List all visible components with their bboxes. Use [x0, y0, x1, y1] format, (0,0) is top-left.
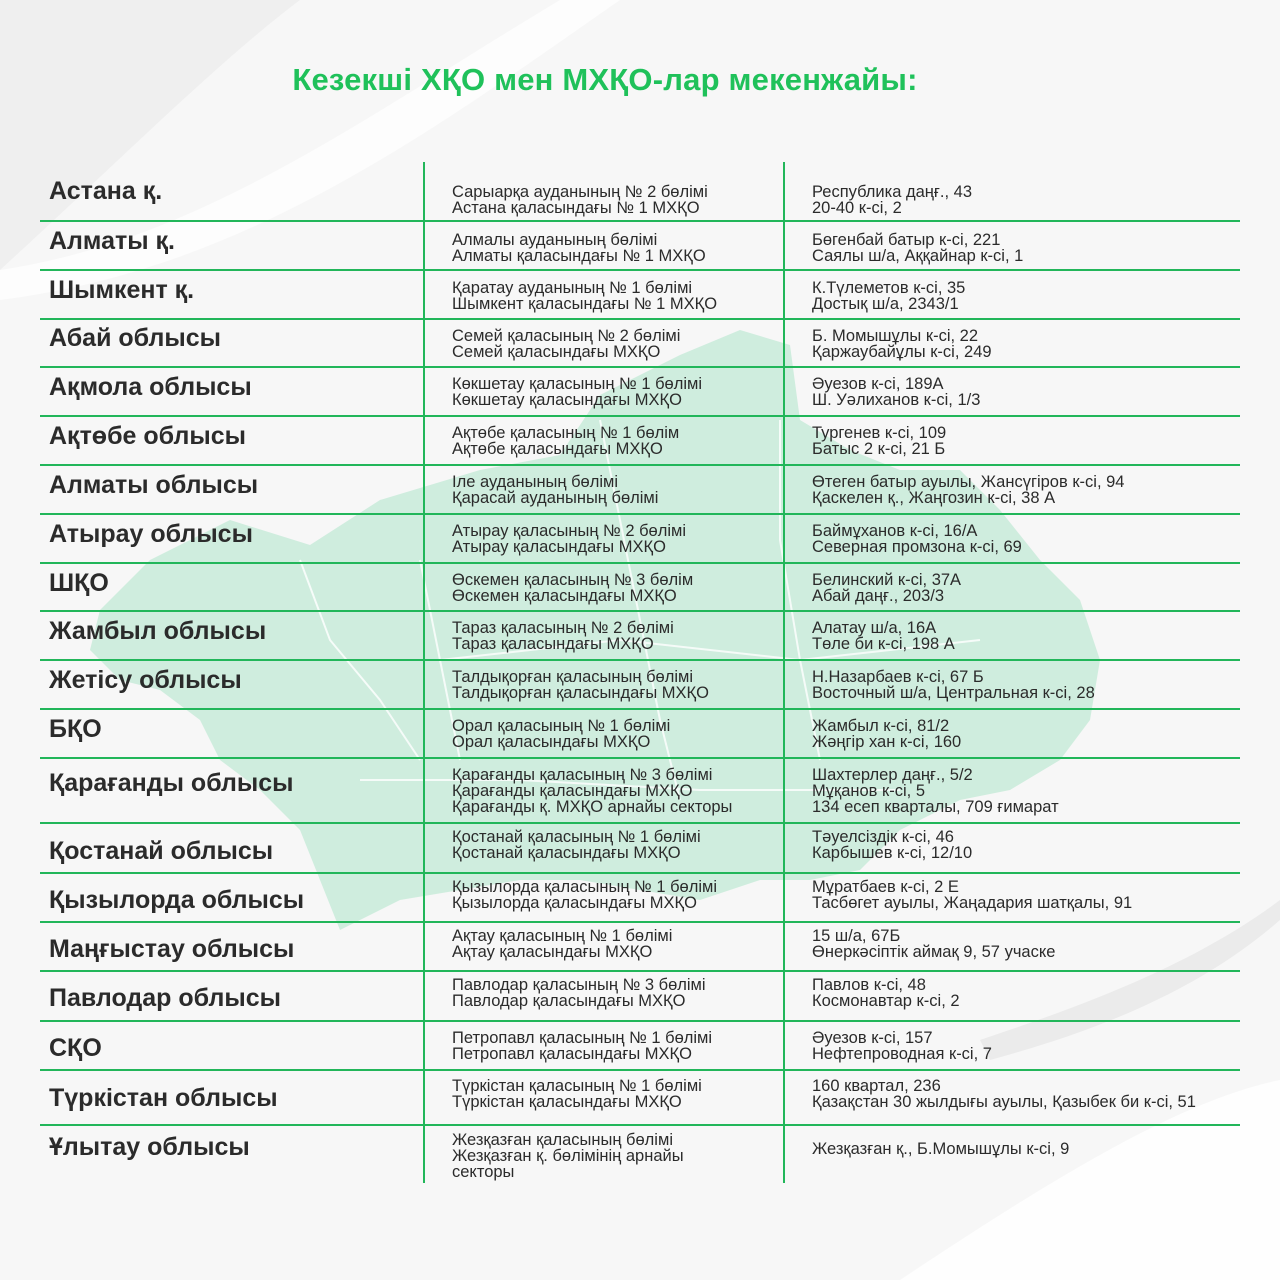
address-cell [812, 1030, 992, 1062]
column-divider-2 [783, 162, 785, 1183]
address-line: Тасбөгет ауылы, Жаңадария шатқалы, 91 [812, 894, 1133, 912]
office-line: Семей қаласының № 2 бөлімі [452, 327, 681, 345]
address-line: Қазақстан 30 жылдығы ауылы, Қазыбек би к-сі, 51 [812, 1093, 1196, 1111]
office-line: Ақтау қаласының № 1 бөлімі [452, 927, 673, 945]
region-name: Қостанай облысы [49, 837, 274, 865]
address-line: Космонавтар к-сі, 2 [812, 992, 960, 1010]
address-cell [812, 572, 961, 604]
column-divider-1 [423, 162, 425, 1183]
region-name: Абай облысы [49, 324, 221, 352]
region-name: Алматы қ. [49, 227, 176, 255]
address-line: Қаскелен қ., Жаңгозин к-сі, 38 А [812, 489, 1056, 507]
address-line: Б. Момышұлы к-сі, 22 [812, 327, 979, 345]
address-line: 20-40 к-сі, 2 [812, 199, 902, 217]
address-line: 160 квартал, 236 [812, 1077, 941, 1095]
office-line: Талдықорған қаласындағы МХҚО [452, 684, 709, 702]
office-line: Ақтау қаласындағы МХҚО [452, 943, 653, 961]
office-cell [452, 977, 706, 1009]
office-cell [452, 328, 680, 360]
table-row [40, 222, 1240, 271]
table-row [40, 661, 1240, 710]
address-line: Н.Назарбаев к-сі, 67 Б [812, 668, 984, 686]
table-row [40, 759, 1240, 824]
office-line: Жезқазған қаласының бөлімі [452, 1131, 673, 1149]
office-line: Астана қаласындағы № 1 МХҚО [452, 199, 700, 217]
table-row [40, 162, 1240, 222]
office-line: Түркістан қаласының № 1 бөлімі [452, 1077, 702, 1095]
office-line: Атырау қаласының № 2 бөлімі [452, 522, 687, 540]
office-line: Өскемен қаласындағы МХҚО [452, 587, 677, 605]
address-cell [812, 977, 960, 1009]
office-line: Өскемен қаласының № 3 бөлім [452, 571, 694, 589]
table-row [40, 972, 1240, 1022]
office-line: Түркістан қаласындағы МХҚО [452, 1093, 682, 1111]
address-line: Восточный ш/а, Центральная к-сі, 28 [812, 684, 1095, 702]
office-cell [452, 767, 732, 815]
region-name: БҚО [49, 715, 102, 743]
office-line: Алматы қаласындағы № 1 МХҚО [452, 247, 706, 265]
region-name: Жамбыл облысы [49, 617, 267, 645]
region-name: Қызылорда облысы [49, 886, 305, 914]
office-line: Қарағанды қаласының № 3 бөлімі [452, 766, 713, 784]
office-line: Алмалы ауданының бөлімі [452, 231, 658, 249]
address-cell [812, 669, 1095, 701]
office-cell [452, 232, 706, 264]
region-name: ШҚО [49, 569, 109, 597]
office-line: секторы [452, 1163, 515, 1181]
address-line: Тәуелсіздік к-сі, 46 [812, 828, 954, 846]
address-line: Республика даңғ., 43 [812, 183, 973, 201]
office-cell [452, 718, 670, 750]
address-cell [812, 280, 965, 312]
office-cell [452, 928, 672, 960]
office-cell [452, 1030, 712, 1062]
table-row [40, 1126, 1240, 1193]
office-cell [452, 474, 658, 506]
office-line: Талдықорған қаласының бөлімі [452, 668, 693, 686]
address-line: Батыс 2 к-сі, 21 Б [812, 440, 946, 458]
office-cell [452, 572, 693, 604]
office-line: Атырау қаласындағы МХҚО [452, 538, 666, 556]
office-line: Жезқазған қ. бөлімінің арнайы [452, 1147, 684, 1165]
address-cell [812, 718, 961, 750]
address-cell [812, 879, 1132, 911]
table-row [40, 271, 1240, 320]
address-cell [812, 376, 980, 408]
address-cell [812, 829, 972, 861]
office-cell [452, 879, 717, 911]
region-name: Астана қ. [49, 177, 163, 205]
office-line: Қызылорда қаласындағы МХҚО [452, 894, 697, 912]
address-line: Жәңгір хан к-сі, 160 [812, 733, 962, 751]
page-title: Кезекші ХҚО мен МХҚО-лар мекенжайы: [292, 62, 918, 97]
office-line: Тараз қаласындағы МХҚО [452, 635, 654, 653]
office-cell [452, 280, 717, 312]
office-cell [452, 523, 686, 555]
office-line: Семей қаласындағы МХҚО [452, 343, 661, 361]
office-cell [452, 425, 679, 457]
address-cell [812, 620, 955, 652]
office-line: Қарағанды қаласындағы МХҚО [452, 782, 693, 800]
table-row [40, 417, 1240, 466]
region-name: Маңғыстау облысы [49, 935, 295, 963]
table-row [40, 710, 1240, 759]
table-row [40, 612, 1240, 661]
address-cell [812, 523, 1022, 555]
office-line: Қостанай қаласының № 1 бөлімі [452, 828, 701, 846]
table-row [40, 515, 1240, 564]
address-line: Саялы ш/а, Аққайнар к-сі, 1 [812, 247, 1024, 265]
office-line: Орал қаласының № 1 бөлімі [452, 717, 671, 735]
table-row [40, 368, 1240, 417]
table-row [40, 564, 1240, 612]
address-line: Өнеркәсіптік аймақ 9, 57 учаске [812, 943, 1056, 961]
region-name: СҚО [49, 1034, 102, 1062]
office-cell [452, 1078, 702, 1110]
address-line: Алатау ш/а, 16А [812, 619, 937, 637]
region-name: Ақмола облысы [49, 373, 252, 401]
office-line: Павлодар қаласындағы МХҚО [452, 992, 686, 1010]
office-line: Көкшетау қаласының № 1 бөлімі [452, 375, 703, 393]
address-line: Мұқанов к-сі, 5 [812, 782, 926, 800]
address-table [40, 162, 1240, 1193]
address-line: Әуезов к-сі, 157 [812, 1029, 933, 1047]
office-line: Петропавл қаласының № 1 бөлімі [452, 1029, 713, 1047]
address-line: Баймұханов к-сі, 16/А [812, 522, 978, 540]
address-cell [812, 474, 1124, 506]
address-line: Өтеген батыр ауылы, Жансүгіров к-сі, 94 [812, 473, 1125, 491]
office-line: Ақтөбе қаласының № 1 бөлім [452, 424, 680, 442]
address-line: Қаржаубайұлы к-сі, 249 [812, 343, 992, 361]
address-line: Белинский к-сі, 37А [812, 571, 962, 589]
office-line: Қарасай ауданының бөлімі [452, 489, 659, 507]
address-line: Әуезов к-сі, 189А [812, 375, 944, 393]
address-cell [812, 328, 992, 360]
region-name: Түркістан облысы [49, 1084, 278, 1112]
address-line: Абай даңғ., 203/3 [812, 587, 945, 605]
address-line: Тургенев к-сі, 109 [812, 424, 947, 442]
office-line: Қаратау ауданының № 1 бөлімі [452, 279, 693, 297]
address-line: Ш. Уәлиханов к-сі, 1/3 [812, 391, 981, 409]
office-line: Павлодар қаласының № 3 бөлімі [452, 976, 706, 994]
table-row [40, 874, 1240, 923]
office-cell [452, 184, 708, 216]
office-cell [452, 620, 674, 652]
address-line: Жезқазған қ., Б.Момышұлы к-сі, 9 [812, 1140, 1070, 1158]
table-row [40, 923, 1240, 972]
address-line: 134 есеп кварталы, 709 ғимарат [812, 798, 1059, 816]
office-line: Ақтөбе қаласындағы МХҚО [452, 440, 663, 458]
address-line: Северная промзона к-сі, 69 [812, 538, 1022, 556]
address-cell [812, 767, 1059, 815]
office-cell [452, 1132, 684, 1180]
address-cell [812, 1078, 1196, 1110]
office-line: Сарыарқа ауданының № 2 бөлімі [452, 183, 708, 201]
address-line: Павлов к-сі, 48 [812, 976, 926, 994]
office-cell [452, 829, 701, 861]
address-line: К.Түлеметов к-сі, 35 [812, 279, 966, 297]
region-name: Алматы облысы [49, 471, 259, 499]
address-line: Достық ш/а, 2343/1 [812, 295, 959, 313]
region-name: Ақтөбе облысы [49, 422, 246, 450]
address-line: Жамбыл к-сі, 81/2 [812, 717, 950, 735]
office-line: Қарағанды қ. МХҚО арнайы секторы [452, 798, 733, 816]
region-name: Қарағанды облысы [49, 769, 294, 797]
address-line: Бөгенбай батыр к-сі, 221 [812, 231, 1001, 249]
office-line: Орал қаласындағы МХҚО [452, 733, 651, 751]
table-row [40, 824, 1240, 874]
address-line: Төле би к-сі, 198 А [812, 635, 955, 653]
address-line: Нефтепроводная к-сі, 7 [812, 1045, 992, 1063]
region-name: Ұлытау облысы [49, 1133, 250, 1161]
office-line: Петропавл қаласындағы МХҚО [452, 1045, 692, 1063]
address-cell [812, 425, 946, 457]
office-line: Шымкент қаласындағы № 1 МХҚО [452, 295, 718, 313]
office-cell [452, 376, 702, 408]
table-row [40, 1022, 1240, 1071]
region-name: Павлодар облысы [49, 984, 281, 1012]
office-cell [452, 669, 709, 701]
office-line: Көкшетау қаласындағы МХҚО [452, 391, 682, 409]
region-name: Атырау облысы [49, 520, 253, 548]
address-line: Шахтерлер даңғ., 5/2 [812, 766, 973, 784]
table-row [40, 320, 1240, 368]
address-line: Карбышев к-сі, 12/10 [812, 844, 973, 862]
table-row [40, 466, 1240, 515]
address-cell [812, 184, 972, 216]
address-cell [812, 928, 1055, 960]
office-line: Тараз қаласының № 2 бөлімі [452, 619, 674, 637]
region-name: Жетісу облысы [49, 666, 242, 694]
office-line: Қостанай қаласындағы МХҚО [452, 844, 681, 862]
address-cell [812, 1141, 1069, 1157]
address-line: 15 ш/а, 67Б [812, 927, 901, 945]
address-cell [812, 232, 1023, 264]
table-row [40, 1071, 1240, 1126]
office-line: Іле ауданының бөлімі [452, 473, 619, 491]
address-line: Мұратбаев к-сі, 2 Е [812, 878, 959, 896]
region-name: Шымкент қ. [49, 276, 195, 304]
office-line: Қызылорда қаласының № 1 бөлімі [452, 878, 718, 896]
